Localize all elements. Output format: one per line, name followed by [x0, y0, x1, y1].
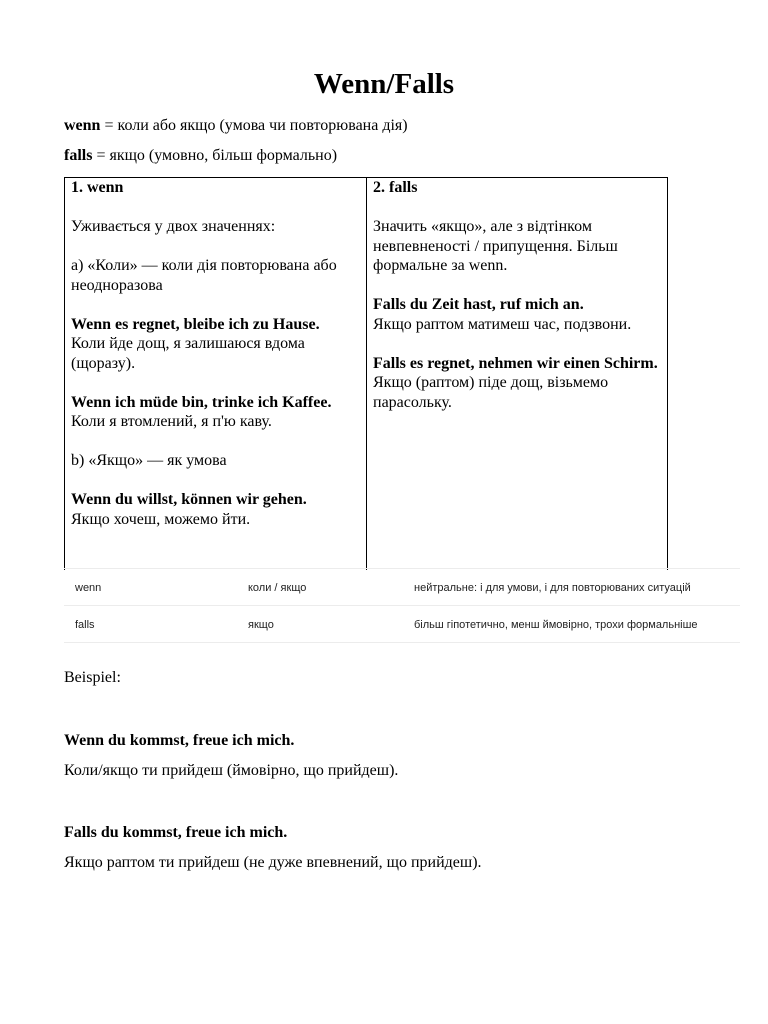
table-column-wenn	[65, 178, 367, 570]
summary-table	[64, 568, 740, 643]
example-label: Beispiel:	[64, 669, 121, 686]
column-intro: Значить «якщо», але з відтінком невпевненості / припущення. Більш формальне за wenn.	[373, 218, 618, 274]
summary-note: нейтральне: і для умови, і для повторюваних ситуацій	[414, 582, 691, 594]
table-row	[64, 606, 740, 643]
example-translation: Коли я втомлений, я п'ю каву.	[71, 413, 272, 430]
definition-text: = якщо (умовно, більш формально)	[92, 147, 338, 164]
comparison-table	[64, 177, 668, 570]
example-translation: Коли йде дощ, я залишаюся вдома (щоразу).	[71, 335, 305, 372]
definition-wenn	[64, 116, 408, 136]
page-title: Wenn/Falls	[313, 68, 455, 100]
meaning-b-label: b) «Якщо» — як умова	[71, 452, 227, 469]
summary-word: wenn	[75, 582, 102, 594]
table-column-falls	[367, 178, 667, 570]
example-german: Falls es regnet, nehmen wir einen Schirm.	[373, 354, 658, 372]
example-translation: Якщо раптом ти прийдеш (не дуже впевнений, що прийдеш).	[64, 854, 482, 871]
summary-meaning: коли / якщо	[248, 582, 307, 594]
definition-text: = коли або якщо (умова чи повторювана дія)	[100, 117, 408, 134]
example-german: Wenn ich müde bin, trinke ich Kaffee.	[71, 393, 332, 411]
example-translation: Коли/якщо ти прийдеш (ймовірно, що прийдеш).	[64, 762, 399, 779]
example-german: Falls du Zeit hast, ruf mich an.	[373, 296, 584, 313]
definition-term: wenn	[64, 117, 101, 134]
definition-term: falls	[64, 147, 93, 164]
column-heading: 2. falls	[373, 179, 418, 196]
example-german: Falls du kommst, freue ich mich.	[64, 824, 288, 841]
column-intro: Уживається у двох значеннях:	[71, 218, 276, 235]
example-translation: Якщо раптом матимеш час, подзвони.	[373, 315, 632, 333]
summary-word: falls	[75, 619, 95, 631]
example-german: Wenn du willst, können wir gehen.	[71, 491, 307, 508]
table-row	[64, 568, 740, 606]
definition-falls	[64, 146, 337, 166]
example-translation: Якщо (раптом) піде дощ, візьмемо парасольку.	[373, 374, 609, 411]
meaning-a-label: а) «Коли» — коли дія повторювана або неодноразова	[71, 257, 337, 294]
example-german: Wenn du kommst, freue ich mich.	[64, 732, 295, 749]
column-heading: 1. wenn	[71, 179, 124, 196]
example-german: Wenn es regnet, bleibe ich zu Hause.	[71, 315, 320, 333]
summary-meaning: якщо	[248, 619, 274, 631]
summary-note: більш гіпотетично, менш ймовірно, трохи формальніше	[414, 619, 698, 631]
example-translation: Якщо хочеш, можемо йти.	[71, 510, 251, 528]
